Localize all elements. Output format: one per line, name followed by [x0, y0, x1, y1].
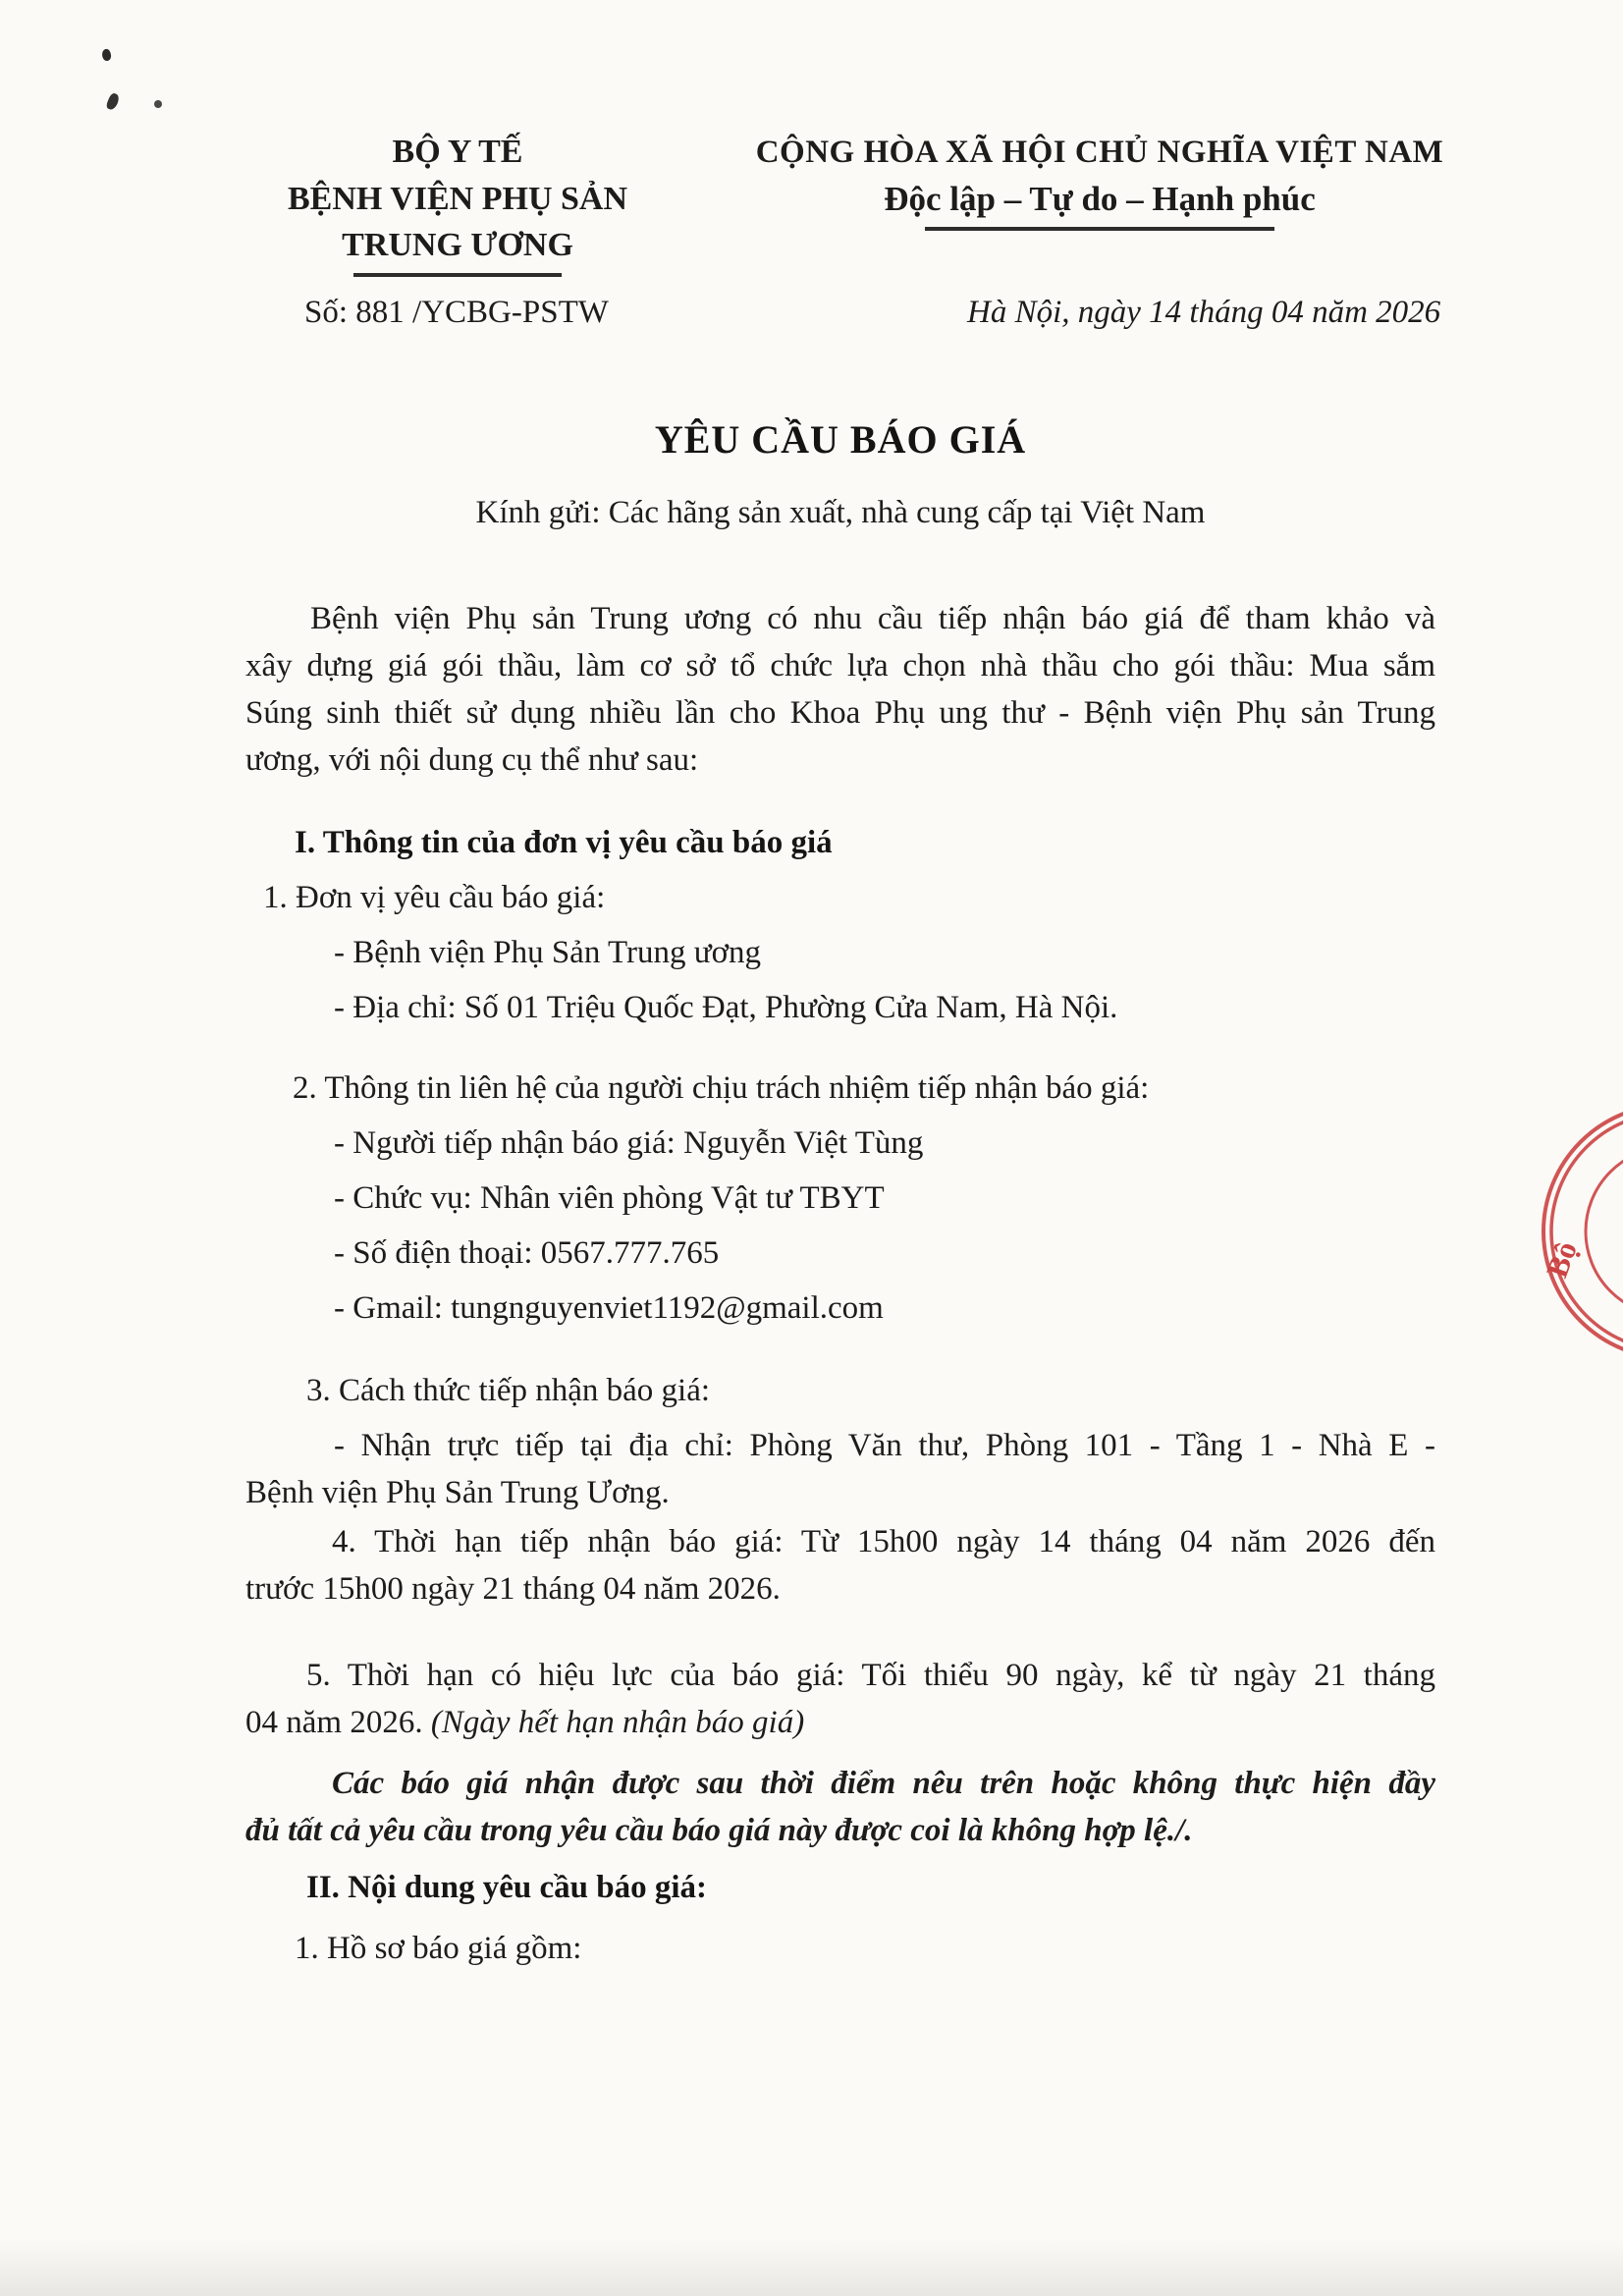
item-1-bullet: - Bệnh viện Phụ Sản Trung ương — [334, 935, 762, 970]
item-5-date: 04 năm 2026. — [245, 1705, 431, 1740]
document-number: Số: 881 /YCBG-PSTW — [304, 295, 609, 330]
section-2-heading: II. Nội dung yêu cầu báo giá: — [306, 1870, 708, 1905]
item-2-bullet: - Chức vụ: Nhân viên phòng Vật tư TBYT — [334, 1180, 885, 1216]
national-title: CỘNG HÒA XÃ HỘI CHỦ NGHĨA VIỆT NAM — [755, 135, 1444, 170]
letterhead-underline — [353, 273, 562, 277]
salutation: Kính gửi: Các hãng sản xuất, nhà cung cấp tại Việt Nam — [475, 495, 1206, 530]
item-4-paragraph — [245, 1518, 1435, 1613]
ink-speck — [154, 100, 162, 108]
item-2-label: 2. Thông tin liên hệ của người chịu trách nhiệm tiếp nhận báo giá: — [293, 1070, 1150, 1106]
section-2-item-1: 1. Hồ sơ báo giá gồm: — [295, 1931, 582, 1966]
issuer-hospital-line1: BỆNH VIỆN PHỤ SẢN — [287, 180, 628, 217]
intro-line: Bệnh viện Phụ sản Trung ương có nhu cầu tiếp nhận báo giá để tham khảo và — [310, 601, 1435, 636]
motto-underline — [925, 227, 1274, 231]
intro-line: Súng sinh thiết sử dụng nhiều lần cho Khoa Phụ ung thư - Bệnh viện Phụ sản Trung — [245, 695, 1435, 731]
section-1-heading: I. Thông tin của đơn vị yêu cầu báo giá — [295, 825, 833, 860]
item-3-line: Bệnh viện Phụ Sản Trung Ương. — [245, 1475, 670, 1510]
invalid-quotes-notice — [245, 1760, 1435, 1854]
document-body — [245, 595, 1435, 1972]
item-3-line: - Nhận trực tiếp tại địa chỉ: Phòng Văn thư, Phòng 101 - Tầng 1 - Nhà E - — [334, 1428, 1435, 1463]
item-3-detail — [245, 1422, 1435, 1516]
item-3-label: 3. Cách thức tiếp nhận báo giá: — [306, 1373, 711, 1408]
item-1-label: 1. Đơn vị yêu cầu báo giá: — [263, 880, 606, 915]
place-and-date: Hà Nội, ngày 14 tháng 04 năm 2026 — [967, 295, 1441, 330]
notice-line: đủ tất cả yêu cầu trong yêu cầu báo giá này được coi là không hợp lệ./. — [245, 1813, 1193, 1848]
item-2-bullet: - Gmail: tungnguyenviet1192@gmail.com — [334, 1290, 884, 1326]
document-title: YÊU CẦU BÁO GIÁ — [654, 417, 1027, 462]
stamp-text: Bộ — [1539, 1236, 1584, 1283]
item-5-line: 5. Thời hạn có hiệu lực của báo giá: Tối thiểu 90 ngày, kể từ ngày 21 tháng — [306, 1658, 1435, 1693]
item-2-bullet: - Số điện thoại: 0567.777.765 — [334, 1235, 720, 1271]
letterhead-national — [736, 130, 1463, 231]
intro-line: xây dựng giá gói thầu, làm cơ sở tổ chức lựa chọn nhà thầu cho gói thầu: Mua sắm — [245, 648, 1435, 683]
intro-paragraph — [245, 595, 1435, 784]
official-stamp-icon — [1533, 1080, 1623, 1381]
scan-shadow-band — [0, 2239, 1623, 2296]
item-2-bullet: - Người tiếp nhận báo giá: Nguyễn Việt Tùng — [334, 1125, 924, 1161]
item-5-line — [245, 1699, 1435, 1746]
item-4-line: trước 15h00 ngày 21 tháng 04 năm 2026. — [245, 1571, 781, 1607]
issuer-ministry: BỘ Y TẾ — [392, 134, 523, 170]
ink-speck — [105, 92, 121, 112]
notice-line: Các báo giá nhận được sau thời điểm nêu trên hoặc không thực hiện đầy — [332, 1766, 1435, 1801]
item-1-bullet: - Địa chỉ: Số 01 Triệu Quốc Đạt, Phường Cửa Nam, Hà Nội. — [334, 990, 1118, 1025]
issuer-hospital-line2: TRUNG ƯƠNG — [342, 227, 573, 263]
item-5-deadline-note: (Ngày hết hạn nhận báo giá) — [430, 1705, 805, 1740]
letterhead-issuer — [285, 129, 630, 277]
item-4-line: 4. Thời hạn tiếp nhận báo giá: Từ 15h00 ngày 14 tháng 04 năm 2026 đến — [332, 1524, 1435, 1559]
item-5-paragraph — [245, 1652, 1435, 1746]
ink-speck — [100, 48, 112, 62]
intro-line: ương, với nội dung cụ thể như sau: — [245, 742, 699, 778]
national-motto: Độc lập – Tự do – Hạnh phúc — [884, 180, 1316, 218]
